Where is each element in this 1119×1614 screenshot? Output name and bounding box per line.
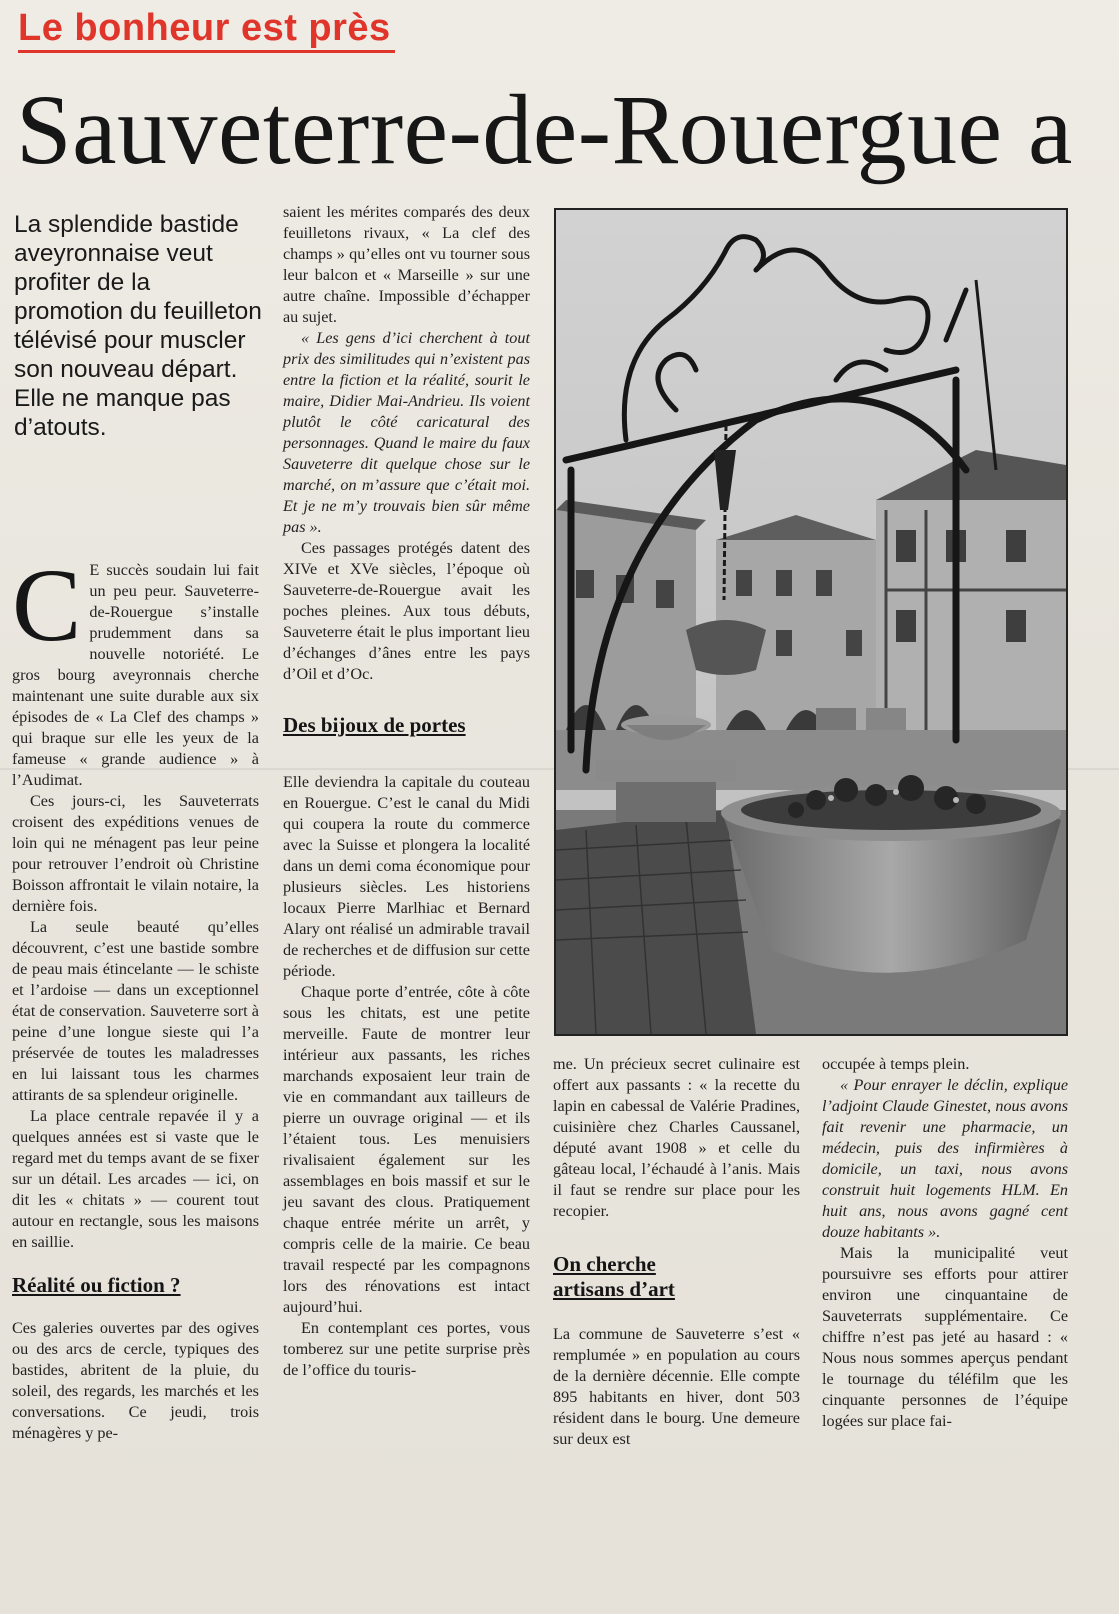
headline: Sauveterre-de-Rouergue a <box>16 74 1073 185</box>
quote-paragraph: « Les gens d’ici cherchent à tout prix des similitudes qui n’existent pas entre la fiction et la réalité, sourit le maire, Didier Mai-Andrieu. Ils voient plutôt le côté caricatural des personnages. Quand le maire du faux Sauveterre dit quelque chose sur le marché, on m’assure que c’était moi. Et je ne m’y trouvais bien sûr même pas ». <box>283 329 530 536</box>
paragraph: Mais la municipalité veut poursuivre ses efforts pour attirer environ une cinquantaine de Sauveterrats supplémentaire. Ce chiffre n’est pas jeté au hasard : « Nous nous sommes aperçus pendant le tournage du téléfilm que les cinquante personnes de l’équipe logées sur place fai- <box>822 1244 1068 1430</box>
paragraph: saient les mérites comparés des deux feuilletons rivaux, « La clef des champs » qu’elles ont vu tourner sous leur balcon et « Marseille » sur une autre chaîne. Impossible d’échapper au sujet. <box>283 203 530 326</box>
paragraph: La seule beauté qu’elles découvrent, c’est une bastide sombre de peau mais étincelante — le schiste et l’ardoise — dans un exceptionnel état de conservation. Sauveterre sort à peine d’une longue sieste qui l’a préservée de toutes les maladresses en lui laissant tous les charmes attirants de sa splendeur originelle. <box>12 918 259 1104</box>
column-1 <box>12 548 259 1444</box>
well-photo-illustration <box>556 210 1066 1034</box>
paragraph: En contemplant ces portes, vous tomberez sur une petite surprise près de l’office du touris- <box>283 1319 530 1379</box>
subheading-jewels: Des bijoux de portes <box>283 713 466 737</box>
well-photo <box>554 208 1068 1036</box>
paragraph: La place centrale repavée il y a quelques années est si vaste que le regard met du temps avant de se fixer sur un détail. Les arcades — ici, on dit les « chitats » — courent tout autour en rectangle, sous les maisons en saillie. <box>12 1107 259 1251</box>
paragraph: La commune de Sauveterre s’est « remplumée » en population au cours de la dernière décennie. Elle compte 895 habitants en hiver, dont 503 résident dans le bourg. Une demeure sur deux est <box>553 1325 800 1448</box>
paragraph: Elle deviendra la capitale du couteau en Rouergue. C’est le canal du Midi qui coupera la route du commerce avec la Suisse et plongera la localité dans un demi coma économique pour plusieurs siècles. Les historiens locaux Pierre Marlhiac et Bernard Alary ont réalisé un admirable travail de recherches et de diffusion sur cette période. <box>283 773 530 980</box>
column-2 <box>283 202 530 1381</box>
subheading-artisans: On cherche artisans d’art <box>553 1252 675 1301</box>
paragraph: occupée à temps plein. <box>822 1055 970 1073</box>
quote-paragraph: « Pour enrayer le déclin, explique l’adjoint Claude Ginestet, nous avons fait revenir une pharmacie, un médecin, puis des infirmières à domicile, un taxi, nous avons construit huit logements HLM. En huit ans, nous avons gagné cent douze habitants ». <box>822 1076 1068 1241</box>
paragraph: Ces galeries ouvertes par des ogives ou des arcs de cercle, typiques des bastides, abritent de la pluie, du soleil, des regards, les marchés et les conversations. Ce jeudi, trois ménagères y pe- <box>12 1319 259 1442</box>
kicker: Le bonheur est près <box>18 6 395 53</box>
paragraph: E succès soudain lui fait un peu peur. Sauveterre-de-Rouergue s’installe prudemment dans sa nouvelle notoriété. Le gros bourg aveyronnais cherche maintenant une suite durable aux six épisodes de « La Clef des champs » qui braque sur elle les yeux de la fameuse « grande audience » à l’Audimat. <box>12 561 259 789</box>
column-3 <box>553 1054 800 1450</box>
subheading-reality: Réalité ou fiction ? <box>12 1273 181 1297</box>
column-4 <box>822 1054 1068 1432</box>
paragraph: me. Un précieux secret culinaire est offert aux passants : « la recette du lapin en cabessal de Valérie Pradines, cuisinière chez Charles Caussanel, député avant 1908 » et celle du gâteau local, l’échaudé à l’anis. Mais il faut se rendre sur place pour les recopier. <box>553 1055 800 1220</box>
paragraph: Ces passages protégés datent des XIVe et XVe siècles, l’époque où Sauveterre-de-Rouergue avait les poches pleines. Aux tous débuts, Sauveterre était le plus important lieu d’échanges d’ânes entre les pays d’Oil et d’Oc. <box>283 539 530 683</box>
drop-cap: C <box>12 548 82 663</box>
paragraph: Chaque porte d’entrée, côte à côte sous les chitats, est une petite merveille. Faute de montrer leur intérieur aux passants, les riches marchands exposaient leur train de vie en commandant aux tailleurs de pierre un ouvrage original — et ils l’étaient tous. Les menuisiers rivalisaient également sur les assemblages en bois massif et sur le jeu savant des clous. Pratiquement chaque entrée mérite un arrêt, y compris celle de la mairie. Ce beau travail respecté par les compagnons lors des rénovations est intact aujourd’hui. <box>283 983 530 1316</box>
paragraph: Ces jours-ci, les Sauveterrats croisent des expéditions venues de loin qui ne ménagent pas leur peine pour retrouver l’endroit où Christine Boisson affrontait le vilain notaire, la dernière fois. <box>12 792 259 915</box>
lead-paragraph: La splendide bastide aveyronnaise veut profiter de la promotion du feuilleton télévisé pour muscler son nouveau départ. Elle ne manque pas d’atouts. <box>14 211 262 441</box>
